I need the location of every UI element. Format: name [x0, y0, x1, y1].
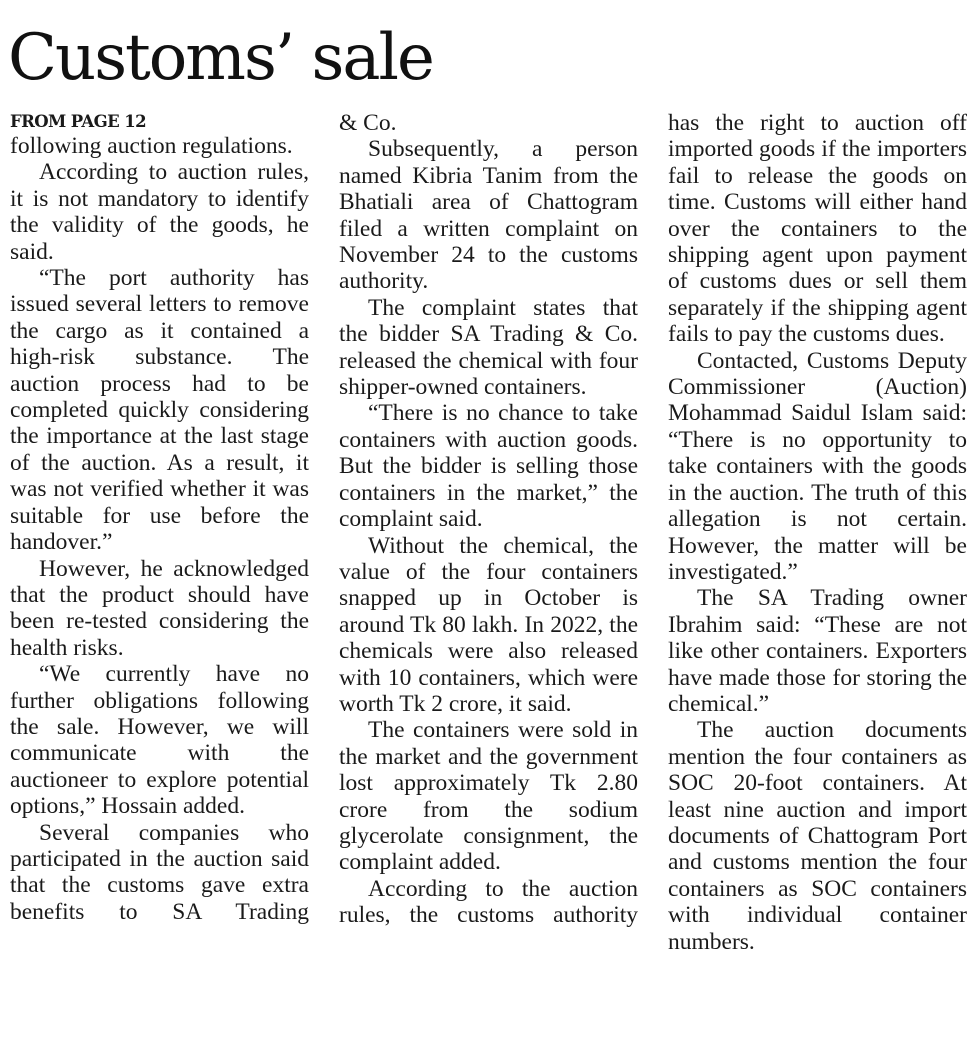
- paragraph: has the right to auction off imported goods if the importers fail to release the goods on time. Customs will either hand over the containers to the shipping agent upon payment of customs dues or sell them separately if the shipping agent fails to pay the customs dues.: [668, 110, 967, 348]
- paragraph: “There is no chance to take containers with auction goods. But the bidder is selling those containers in the market,” the complaint said.: [339, 400, 638, 533]
- paragraph: Contacted, Customs Deputy Commissioner (Auction) Mohammad Saidul Islam said: “There is no opportunity to take containers with the goods in the auction. The truth of this allegation is not certain. However, the matter will be investigated.”: [668, 347, 967, 585]
- paragraph: However, he acknowledged that the product should have been re-tested considering the health risks.: [10, 555, 309, 661]
- paragraph: “The port authority has issued several letters to remove the cargo as it contained a high-risk substance. The auction process had to be completed quickly considering the importance at the last stage of the auction. As a result, it was not verified whether it was suitable for use before the handover.”: [10, 265, 309, 556]
- paragraph: The SA Trading owner Ibrahim said: “These are not like other containers. Exporters have made those for storing the chemical.”: [668, 585, 967, 717]
- paragraph: Subsequently, a person named Kibria Tanim from the Bhatiali area of Chattogram filed a written complaint on November 24 to the customs authority.: [339, 136, 638, 295]
- paragraph: following auction regulations.: [10, 133, 293, 159]
- jump-label: FROM PAGE 12: [10, 112, 146, 131]
- paragraph: Without the chemical, the value of the four containers snapped up in October is around Tk 80 lakh. In 2022, the chemicals were also released with 10 containers, which were worth Tk 2 crore, it said.: [339, 532, 638, 717]
- paragraph: Several companies who participated in the auction said that the customs gave extra benefits to SA Trading: [10, 819, 309, 925]
- article-column-2: [339, 110, 638, 929]
- article-column-1: [10, 110, 309, 925]
- paragraph: According to auction rules, it is not mandatory to identify the validity of the goods, he said.: [10, 159, 309, 265]
- paragraph: & Co.: [339, 110, 397, 136]
- paragraph: The auction documents mention the four containers as SOC 20-foot containers. At least nine auction and import documents of Chattogram Port and customs mention the four containers as SOC containers with individual container numbers.: [668, 717, 967, 955]
- headline: Customs’ sale: [8, 21, 433, 95]
- paragraph: “We currently have no further obligations following the sale. However, we will communicate with the auctioneer to explore potential options,” Hossain added.: [10, 661, 309, 820]
- paragraph: The complaint states that the bidder SA Trading & Co. released the chemical with four shipper-owned containers.: [339, 294, 638, 401]
- paragraph: The containers were sold in the market and the government lost approximately Tk 2.80 crore from the sodium glycerolate consignment, the complaint added.: [339, 717, 638, 876]
- article-column-3: [668, 110, 967, 955]
- paragraph: According to the auction rules, the customs authority: [339, 875, 638, 929]
